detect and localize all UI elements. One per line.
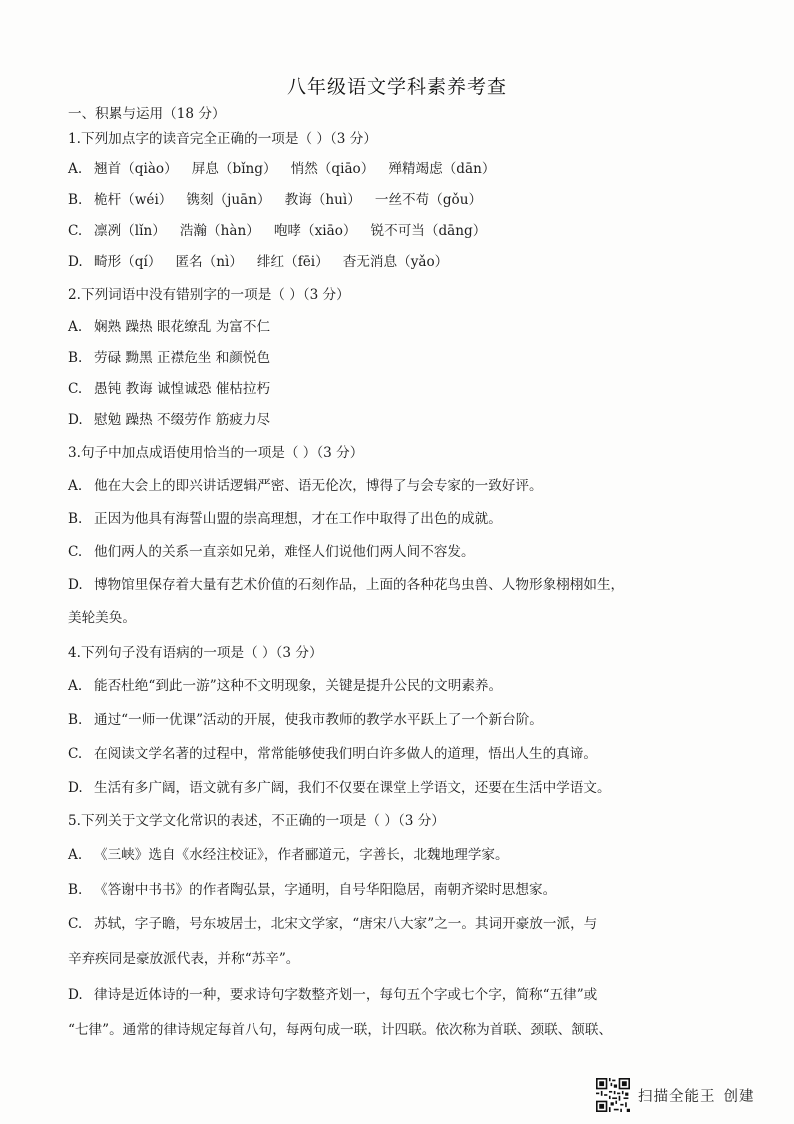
- question-4-option-a: [68, 677, 502, 695]
- option-text: 愚钝 教诲 诚惶诚恐 催枯拉朽: [94, 381, 271, 397]
- option-key: B.: [68, 882, 83, 898]
- option-item: 一丝不苟（gǒu）: [374, 192, 483, 208]
- option-key: B.: [68, 350, 83, 366]
- question-1-stem: 1.下列加点字的读音完全正确的一项是（ ）（3 分）: [68, 131, 377, 147]
- question-1-option-d: [68, 253, 462, 271]
- option-text: 通过“一师一优课”活动的开展，使我市教师的教学水平跃上了一个新台阶。: [94, 712, 543, 728]
- option-text: 律诗是近体诗的一种，要求诗句字数整齐划一，每句五个字或七个字，简称“五律”或: [94, 987, 598, 1003]
- option-item: 镌刻（juān）: [186, 192, 271, 208]
- option-item: 杳无消息（yǎo）: [342, 254, 449, 270]
- question-5-option-a: [68, 846, 509, 864]
- option-text: 他们两人的关系一直亲如兄弟，难怪人们说他们两人间不容发。: [94, 544, 475, 560]
- question-5-option-d: [68, 986, 597, 1004]
- option-item: 凛冽（lǐn）: [94, 223, 166, 239]
- option-text: 正因为他具有海誓山盟的崇高理想，才在工作中取得了出色的成就。: [94, 511, 502, 527]
- option-key: A.: [68, 319, 83, 335]
- question-5-stem: 5.下列关于文学文化常识的表述，不正确的一项是（ ）（3 分）: [68, 813, 445, 829]
- question-4-option-b: [68, 711, 543, 729]
- option-text: 《三峡》选自《水经注校证》，作者郦道元，字善长，北魏地理学家。: [94, 847, 509, 863]
- option-item: 桅杆（wéi）: [94, 192, 173, 208]
- question-5-option-b: [68, 881, 556, 899]
- option-key: D.: [68, 987, 83, 1003]
- page-title: 八年级语文学科素养考查: [286, 76, 507, 98]
- scanner-watermark: [596, 1078, 755, 1112]
- question-5-option-d-continuation: “七律”。通常的律诗规定每首八句，每两句成一联，计四联。依次称为首联、颈联、颔联、: [68, 1022, 613, 1038]
- question-1-option-a: [68, 160, 509, 178]
- option-item: 教诲（huì）: [284, 192, 361, 208]
- option-key: C.: [68, 381, 83, 397]
- option-item: 咆哮（xiāo）: [273, 223, 357, 239]
- option-item: 殚精竭虑（dān）: [388, 161, 496, 177]
- option-text: 劳碌 黝黑 正襟危坐 和颜悦色: [94, 350, 271, 366]
- question-3-option-b: [68, 510, 502, 528]
- option-text: 他在大会上的即兴讲话逻辑严密、语无伦次，博得了与会专家的一致好评。: [94, 478, 543, 494]
- question-3-option-a: [68, 477, 543, 495]
- option-key: B.: [68, 712, 83, 728]
- option-key: A.: [68, 161, 83, 177]
- option-item: 畸形（qí）: [94, 254, 162, 270]
- section-heading: 一、积累与运用（18 分）: [68, 106, 226, 122]
- option-text: 生活有多广阔，语文就有多广阔，我们不仅要在课堂上学语文，还要在生活中学语文。: [94, 780, 611, 796]
- option-item: 绯红（fēi）: [256, 254, 329, 270]
- question-2-option-a: [68, 318, 270, 336]
- question-1-option-b: [68, 191, 496, 209]
- option-text: 《答谢中书书》的作者陶弘景，字通明，自号华阳隐居，南朝齐梁时思想家。: [94, 882, 557, 898]
- option-key: D.: [68, 577, 83, 593]
- option-key: A.: [68, 478, 83, 494]
- watermark-text: [638, 1085, 755, 1106]
- question-5-option-c: [68, 915, 597, 933]
- app-name: 扫描全能王: [638, 1088, 716, 1105]
- question-1-option-c: [68, 222, 500, 240]
- question-4-option-d: [68, 779, 611, 797]
- option-item: 屏息（bǐng）: [191, 161, 277, 177]
- option-item: 悄然（qiāo）: [290, 161, 375, 177]
- option-text: 能否杜绝“到此一游”这种不文明现象，关键是提升公民的文明素养。: [94, 678, 503, 694]
- option-text: 慰勉 躁热 不缀劳作 筋疲力尽: [94, 412, 271, 428]
- option-key: C.: [68, 916, 83, 932]
- question-2-option-d: [68, 411, 270, 429]
- option-item: 翘首（qiào）: [94, 161, 178, 177]
- option-key: B.: [68, 192, 83, 208]
- question-4-option-c: [68, 745, 597, 763]
- question-4-stem: 4.下列句子没有语病的一项是（ ）（3 分）: [68, 645, 323, 661]
- option-text: 在阅读文学名著的过程中，常常能够使我们明白许多做人的道理，悟出人生的真谛。: [94, 746, 597, 762]
- option-item: 匿名（nì）: [175, 254, 243, 270]
- option-key: D.: [68, 412, 83, 428]
- option-key: A.: [68, 847, 83, 863]
- question-3-option-d: [68, 576, 624, 594]
- question-2-stem: 2.下列词语中没有错别字的一项是（ ）（3 分）: [68, 287, 350, 303]
- option-text: 博物馆里保存着大量有艺术价值的石刻作品，上面的各种花鸟虫兽、人物形象栩栩如生，: [94, 577, 625, 593]
- question-3-stem: 3.句子中加点成语使用恰当的一项是（ ）（3 分）: [68, 445, 364, 461]
- option-key: C.: [68, 746, 83, 762]
- option-text: 娴熟 躁热 眼花缭乱 为富不仁: [94, 319, 271, 335]
- watermark-action: 创建: [723, 1088, 755, 1105]
- option-key: D.: [68, 780, 83, 796]
- option-key: C.: [68, 223, 83, 239]
- qr-code-icon: [596, 1078, 630, 1112]
- option-key: A.: [68, 678, 83, 694]
- question-5-option-c-continuation: 辛弃疾同是豪放派代表，并称“苏辛”。: [68, 951, 300, 967]
- question-2-option-b: [68, 349, 270, 367]
- option-item: 浩瀚（hàn）: [179, 223, 260, 239]
- option-key: D.: [68, 254, 83, 270]
- question-3-option-c: [68, 543, 475, 561]
- option-item: 锐不可当（dāng）: [370, 223, 487, 239]
- question-2-option-c: [68, 380, 270, 398]
- question-3-continuation: 美轮美奂。: [68, 610, 136, 626]
- option-key: B.: [68, 511, 83, 527]
- option-text: 苏轼，字子瞻，号东坡居士，北宋文学家，“唐宋八大家”之一。其词开豪放一派，与: [94, 916, 598, 932]
- option-key: C.: [68, 544, 83, 560]
